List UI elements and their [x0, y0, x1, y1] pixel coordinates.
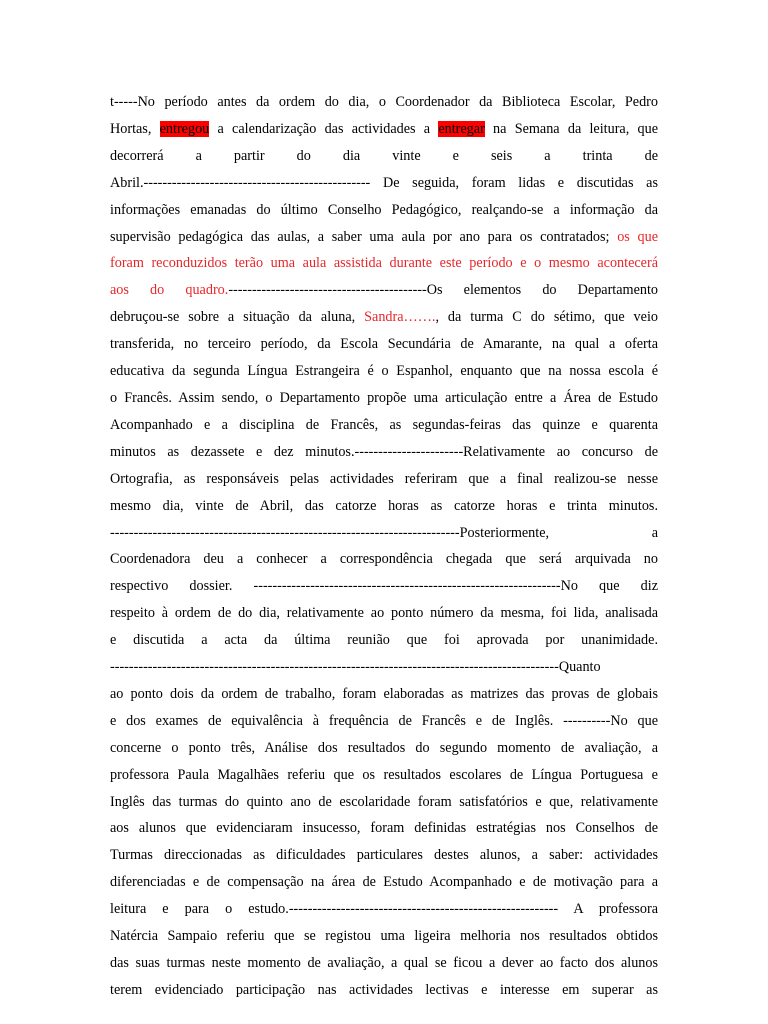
document-line — [110, 896, 658, 923]
document-line — [110, 627, 658, 654]
body-text: , da turma C do sétimo, que veio — [435, 309, 658, 326]
document-line — [110, 170, 658, 197]
document-line — [110, 412, 658, 439]
body-text: respeito à ordem de do dia, relativamente ao ponto número da mesma, foi lida, analisada — [110, 605, 658, 622]
document-line — [110, 762, 658, 789]
document-line — [110, 815, 658, 842]
body-text: e discutida a acta da última reunião que foi aprovada por unanimidade. — [110, 632, 658, 649]
body-text: leitura e para o estudo.--------------------------------------------------------- A professora — [110, 901, 658, 918]
body-text: Turmas direccionadas as dificuldades particulares destes alunos, a saber: actividades — [110, 847, 658, 864]
document-line — [110, 197, 658, 224]
body-text: Coordenadora deu a conhecer a correspondência chegada que será arquivada no — [110, 551, 658, 568]
body-text: t-----No período antes da ordem do dia, o Coordenador da Biblioteca Escolar, Pedro — [110, 94, 658, 110]
document-line — [110, 116, 658, 143]
body-text: professora Paula Magalhães referiu que os resultados escolares de Língua Portuguesa e — [110, 766, 658, 783]
document-line — [110, 977, 658, 1004]
document-line — [110, 546, 658, 573]
body-text: Acompanhado e a disciplina de Francês, as segundas-feiras das quinze e quarenta — [110, 416, 658, 433]
document-line — [110, 385, 658, 412]
document-line — [110, 869, 658, 896]
document-line — [110, 143, 658, 170]
body-text: Inglês das turmas do quinto ano de escolaridade foram satisfatórios e que, relativamente — [110, 793, 658, 810]
document-line — [110, 304, 658, 331]
body-text: ao ponto dois da ordem de trabalho, foram elaboradas as matrizes das provas de globais — [110, 685, 658, 702]
document-line — [110, 466, 658, 493]
document-line — [110, 735, 658, 762]
body-text: supervisão pedagógica das aulas, a saber uma aula por ano para os contratados; — [110, 228, 618, 245]
body-text: educativa da segunda Língua Estrangeira é o Espanhol, enquanto que na nossa escola é — [110, 363, 658, 380]
body-text: transferida, no terceiro período, da Escola Secundária de Amarante, na qual a oferta — [110, 336, 658, 353]
highlighted-text: entregar — [438, 120, 485, 137]
red-text: foram reconduzidos terão uma aula assistida durante este período e o mesmo acontecerá — [110, 255, 658, 272]
body-text: a calendarização das actividades a — [209, 120, 439, 137]
document-line — [110, 842, 658, 869]
document-line — [110, 358, 658, 385]
body-text: ------------------------------------------Os elementos do Departamento — [228, 282, 659, 299]
document-line — [110, 520, 658, 547]
document-line — [110, 331, 658, 358]
body-text: das suas turmas neste momento de avaliação, a qual se ficou a dever ao facto dos alunos — [110, 955, 658, 971]
body-text: concerne o ponto três, Análise dos resultados do segundo momento de avaliação, a — [110, 739, 658, 756]
body-text: debruçou-se sobre a situação da aluna, — [110, 309, 365, 326]
document-line — [110, 923, 658, 950]
body-text: Ortografia, as responsáveis pelas actividades referiram que a final realizou-se nesse — [110, 470, 658, 487]
document-line — [110, 89, 658, 116]
body-text: e dos exames de equivalência à frequência de Francês e de Inglês. ----------No que — [110, 712, 658, 729]
document-line — [110, 493, 658, 520]
body-text: -----------------------------------------------------------------------------------------------Quanto — [110, 659, 601, 676]
body-text: Abril.------------------------------------------------ De seguida, foram lidas e discutidas as — [110, 174, 658, 191]
highlighted-text: entregou — [159, 120, 210, 137]
document-line — [110, 439, 658, 466]
document-line — [110, 277, 658, 304]
red-text: aos do quadro. — [110, 282, 229, 299]
body-text: decorrerá a partir do dia vinte e seis a trinta de — [110, 147, 658, 164]
document-line — [110, 250, 658, 277]
document-line — [110, 681, 658, 708]
document-page — [110, 89, 658, 1004]
body-text: informações emanadas do último Conselho Pedagógico, realçando-se a informação da — [110, 201, 658, 218]
document-line — [110, 950, 658, 977]
body-text: Hortas, — [110, 120, 160, 137]
body-text: terem evidenciado participação nas actividades lectivas e interesse em superar as — [110, 981, 658, 998]
body-text: respectivo dossier. -----------------------------------------------------------------No que diz — [110, 578, 658, 595]
red-text: os que — [617, 228, 658, 245]
body-text: mesmo dia, vinte de Abril, das catorze horas as catorze horas e trinta minutos. — [110, 497, 658, 514]
red-text: Sandra……. — [364, 309, 436, 326]
body-text: diferenciadas e de compensação na área de Estudo Acompanhado e de motivação para a — [110, 874, 658, 891]
body-text: Natércia Sampaio referiu que se registou uma ligeira melhoria nos resultados obtidos — [110, 928, 658, 945]
body-text: o Francês. Assim sendo, o Departamento propõe uma articulação entre a Área de Estudo — [110, 389, 658, 406]
body-text: minutos as dezassete e dez minutos.-----------------------Relativamente ao concurso de — [110, 443, 658, 460]
document-line — [110, 573, 658, 600]
body-text: --------------------------------------------------------------------------Posteriormente, a — [110, 524, 658, 541]
body-text: aos alunos que evidenciaram insucesso, foram definidas estratégias nos Conselhos de — [110, 820, 658, 837]
document-line — [110, 654, 658, 681]
document-line — [110, 789, 658, 816]
document-line — [110, 224, 658, 251]
document-line — [110, 708, 658, 735]
document-line — [110, 600, 658, 627]
body-text: na Semana da leitura, que — [484, 120, 658, 137]
